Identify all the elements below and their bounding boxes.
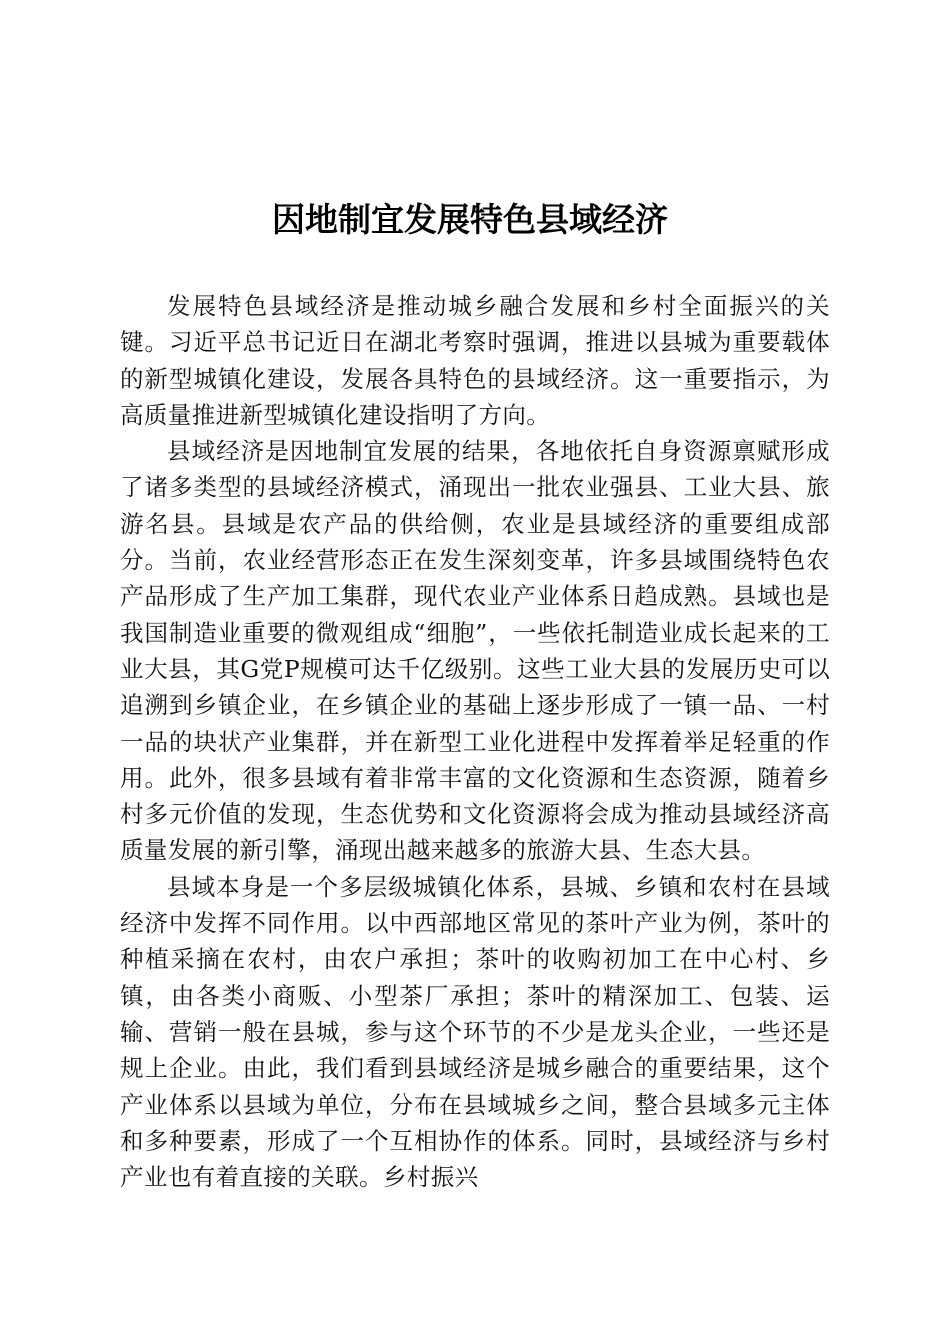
- paragraph-2: 县域经济是因地制宜发展的结果，各地依托自身资源禀赋形成了诸多类型的县域经济模式，涌现出一批农业强县、工业大县、旅游名县。县域是农产品的供给侧，农业是县域经济的重要组成部分。当前，农业经营形态正在发生深刻变革，许多县域围绕特色农产品形成了生产加工集群，现代农业产业体系日趋成熟。县域也是我国制造业重要的微观组成“细胞”，一些依托制造业成长起来的工业大县，其G党P规模可达千亿级别。这些工业大县的发展历史可以追溯到乡镇企业，在乡镇企业的基础上逐步形成了一镇一品、一村一品的块状产业集群，并在新型工业化进程中发挥着举足轻重的作用。此外，很多县域有着非常丰富的文化资源和生态资源，随着乡村多元价值的发现，生态优势和文化资源将会成为推动县域经济高质量发展的新引擎，涌现出越来越多的旅游大县、生态大县。: [120, 437, 830, 865]
- document-title: 因地制宜发展特色县域经济: [272, 200, 668, 239]
- paragraph-1: 发展特色县域经济是推动城乡融合发展和乡村全面振兴的关键。习近平总书记近日在湖北考察时强调，推进以县城为重要载体的新型城镇化建设，发展各具特色的县域经济。这一重要指示，为高质量推进新型城镇化建设指明了方向。: [120, 292, 830, 429]
- paragraph-3: 县域本身是一个多层级城镇化体系，县城、乡镇和农村在县域经济中发挥不同作用。以中西部地区常见的茶叶产业为例，茶叶的种植采摘在农村，由农户承担；茶叶的收购初加工在中心村、乡镇，由各类小商贩、小型茶厂承担；茶叶的精深加工、包装、运输、营销一般在县城，参与这个环节的不少是龙头企业，一些还是规上企业。由此，我们看到县域经济是城乡融合的重要结果，这个产业体系以县域为单位，分布在县域城乡之间，整合县域多元主体和多种要素，形成了一个互相协作的体系。同时，县域经济与乡村产业也有着直接的关联。乡村振兴: [120, 872, 830, 1192]
- document-body: [120, 288, 830, 1195]
